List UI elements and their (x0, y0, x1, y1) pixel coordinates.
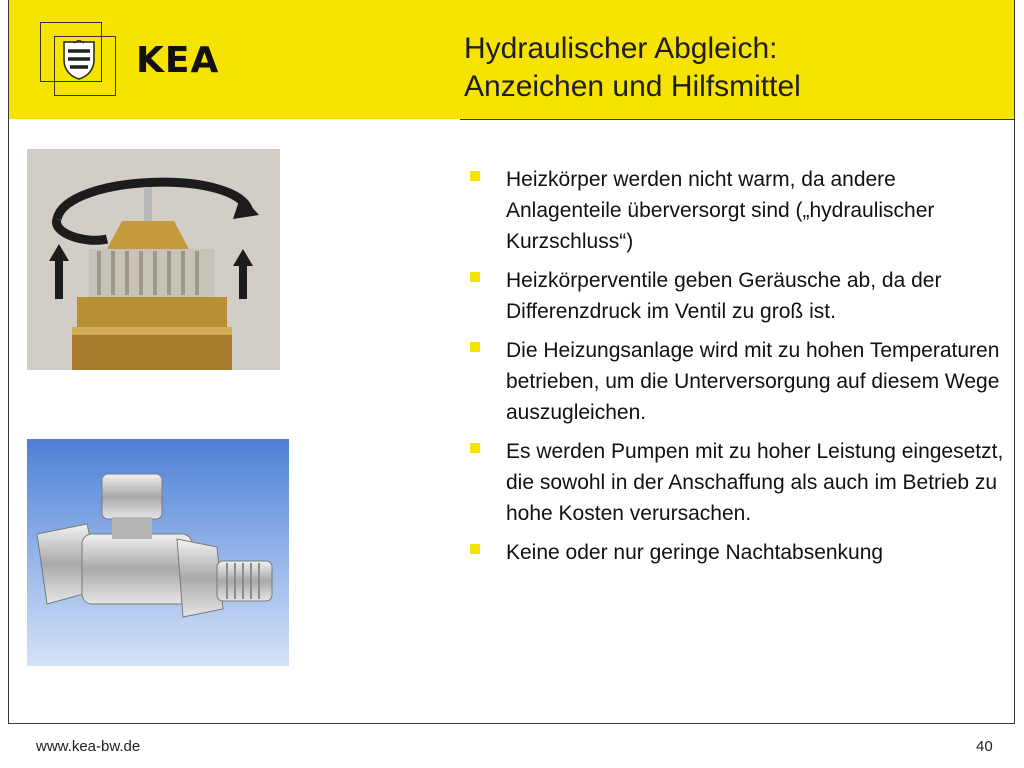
coat-of-arms-icon (62, 40, 96, 80)
list-item (466, 164, 1006, 257)
list-item-text: Heizkörperventile geben Geräusche ab, da der Differenzdruck im Ventil zu groß ist. (506, 269, 942, 323)
kea-logo (40, 22, 116, 96)
bullet-list (466, 164, 1006, 576)
page-number: 40 (976, 738, 993, 755)
bullet-square-icon (470, 443, 480, 453)
list-item-text: Heizkörper werden nicht warm, da andere Anlagenteile überversorgt sind („hydraulischer Kurzschluss“) (506, 168, 935, 253)
bullet-square-icon (470, 544, 480, 554)
list-item (466, 537, 1006, 568)
list-item (466, 335, 1006, 428)
bullet-square-icon (470, 342, 480, 352)
list-item-text: Die Heizungsanlage wird mit zu hohen Temperaturen betrieben, um die Unterversorgung auf diesem Wege auszugleichen. (506, 339, 1000, 424)
valve-head-photo (27, 149, 280, 370)
footer-url: www.kea-bw.de (36, 738, 141, 755)
header-divider (460, 119, 1014, 120)
bullet-square-icon (470, 171, 480, 181)
logo-text: KEA (136, 40, 220, 81)
slide-title-line-1: Hydraulischer Abgleich: (464, 32, 778, 65)
list-item (466, 436, 1006, 529)
slide-title-line-2: Anzeichen und Hilfsmittel (464, 70, 801, 103)
list-item (466, 265, 1006, 327)
slide-title (464, 30, 1004, 106)
bullet-square-icon (470, 272, 480, 282)
radiator-valve-photo (27, 439, 289, 666)
list-item-text: Keine oder nur geringe Nachtabsenkung (506, 541, 884, 564)
list-item-text: Es werden Pumpen mit zu hoher Leistung eingesetzt, die sowohl in der Anschaffung als auch im Betrieb zu hohe Kosten verursachen. (506, 440, 1004, 525)
